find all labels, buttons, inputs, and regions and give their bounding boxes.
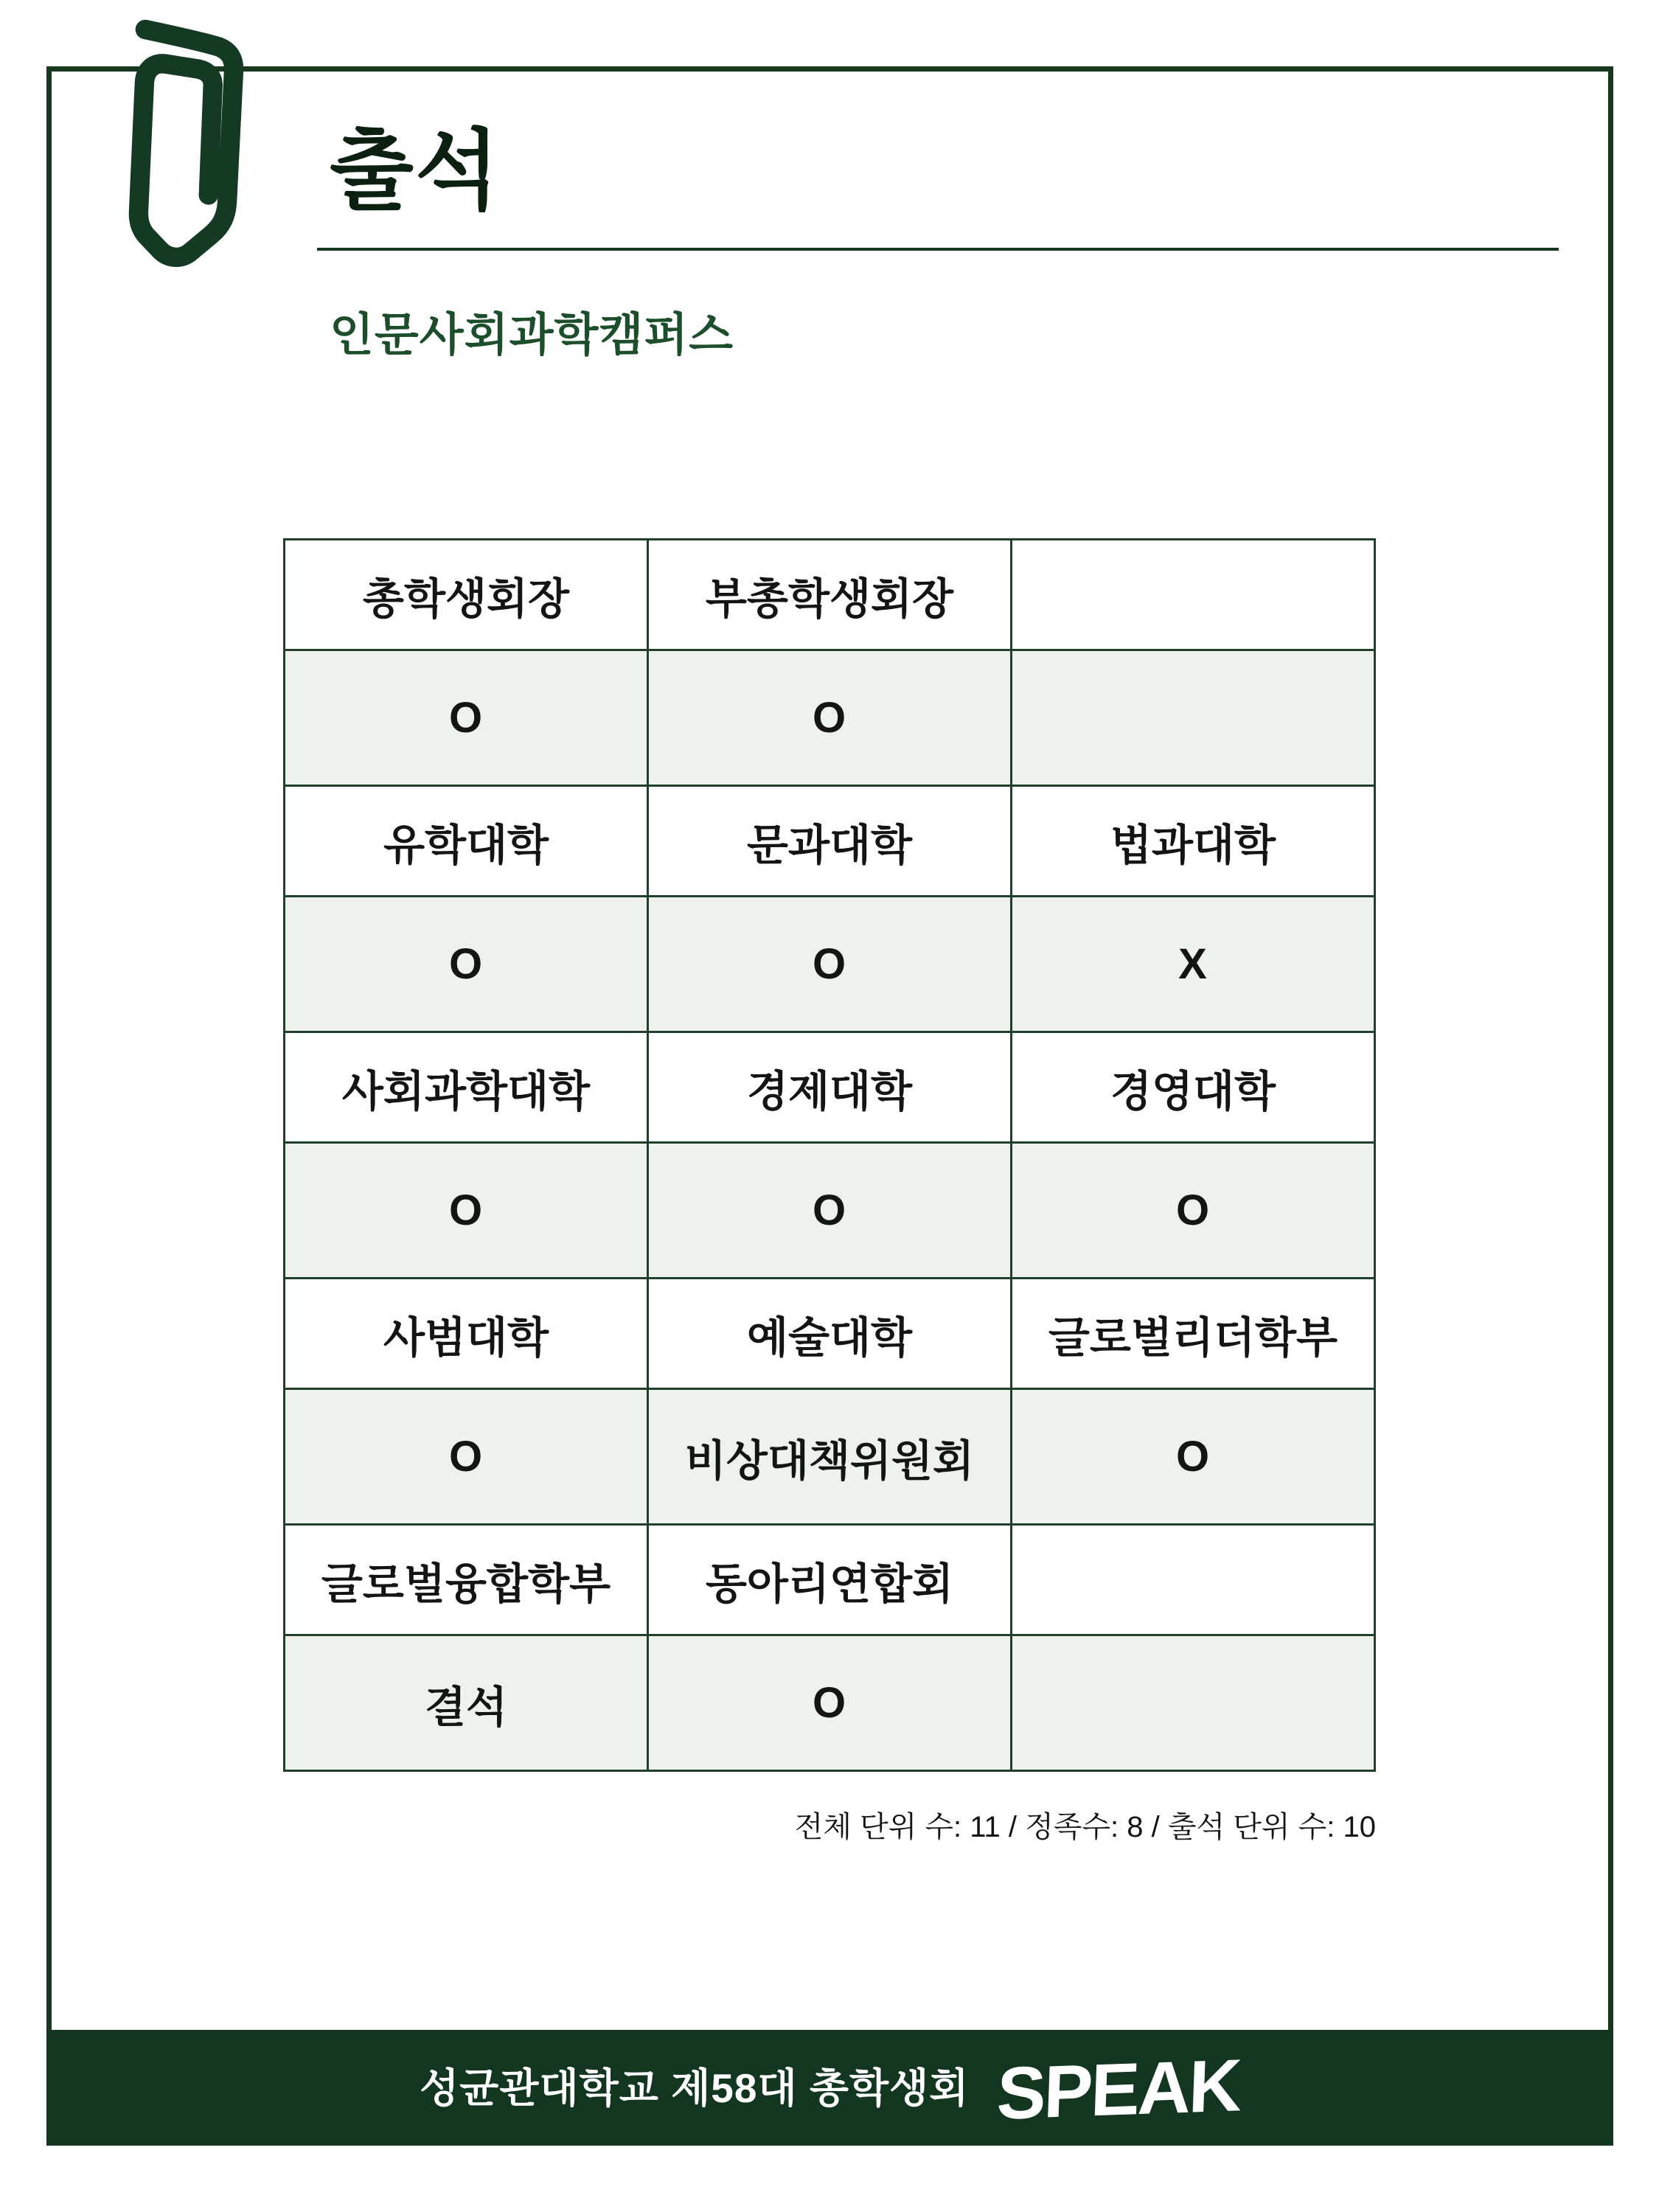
header-cell: 경제대학: [648, 1032, 1012, 1143]
absent-note-cell: 결석: [285, 1635, 648, 1771]
table-row-header: [285, 1279, 1375, 1389]
attendance-mark-cell: [1012, 650, 1375, 786]
committee-note-cell: 비상대책위원회: [648, 1389, 1012, 1525]
attendance-mark-cell: O: [1012, 1389, 1375, 1525]
header-cell: 글로벌리더학부: [1012, 1279, 1375, 1389]
header-cell: 문과대학: [648, 786, 1012, 897]
header-cell: [1012, 540, 1375, 650]
table-row-header: [285, 1032, 1375, 1143]
attendance-mark-cell: X: [1012, 897, 1375, 1032]
footer-bar: [46, 2030, 1613, 2146]
header-cell: 동아리연합회: [648, 1525, 1012, 1635]
speak-logo: SPEAK: [995, 2043, 1242, 2135]
attendance-mark-cell: O: [285, 650, 648, 786]
table-row-values: [285, 897, 1375, 1032]
attendance-summary: 전체 단위 수: 11 / 정족수: 8 / 출석 단위 수: 10: [794, 1811, 1376, 1843]
header-cell: 부총학생회장: [648, 540, 1012, 650]
attendance-mark-cell: O: [285, 1143, 648, 1279]
header-cell: 총학생회장: [285, 540, 648, 650]
footer-organization-text: 성균관대학교 제58대 총학생회: [420, 2065, 970, 2111]
title-divider-line: [317, 248, 1559, 251]
paperclip-icon: [111, 4, 262, 293]
header-cell: 경영대학: [1012, 1032, 1375, 1143]
header-cell: 글로벌융합학부: [285, 1525, 648, 1635]
attendance-table: [283, 538, 1376, 1772]
header-cell: [1012, 1525, 1375, 1635]
header-cell: 예술대학: [648, 1279, 1012, 1389]
attendance-mark-cell: O: [285, 897, 648, 1032]
table-row-header: [285, 540, 1375, 650]
header-cell: 유학대학: [285, 786, 648, 897]
attendance-mark-cell: [1012, 1635, 1375, 1771]
header-cell: 법과대학: [1012, 786, 1375, 897]
attendance-mark-cell: O: [648, 1143, 1012, 1279]
header-cell: 사범대학: [285, 1279, 648, 1389]
table-row-values: [285, 1143, 1375, 1279]
page-title: 출석: [330, 122, 501, 220]
attendance-mark-cell: O: [648, 650, 1012, 786]
attendance-mark-cell: O: [648, 897, 1012, 1032]
table-row-values: [285, 650, 1375, 786]
table-row-values: [285, 1389, 1375, 1525]
attendance-mark-cell: O: [1012, 1143, 1375, 1279]
attendance-mark-cell: O: [285, 1389, 648, 1525]
campus-subtitle: 인문사회과학캠퍼스: [330, 310, 734, 361]
table-row-header: [285, 1525, 1375, 1635]
table-row-header: [285, 786, 1375, 897]
header-cell: 사회과학대학: [285, 1032, 648, 1143]
table-row-values: [285, 1635, 1375, 1771]
attendance-mark-cell: O: [648, 1635, 1012, 1771]
